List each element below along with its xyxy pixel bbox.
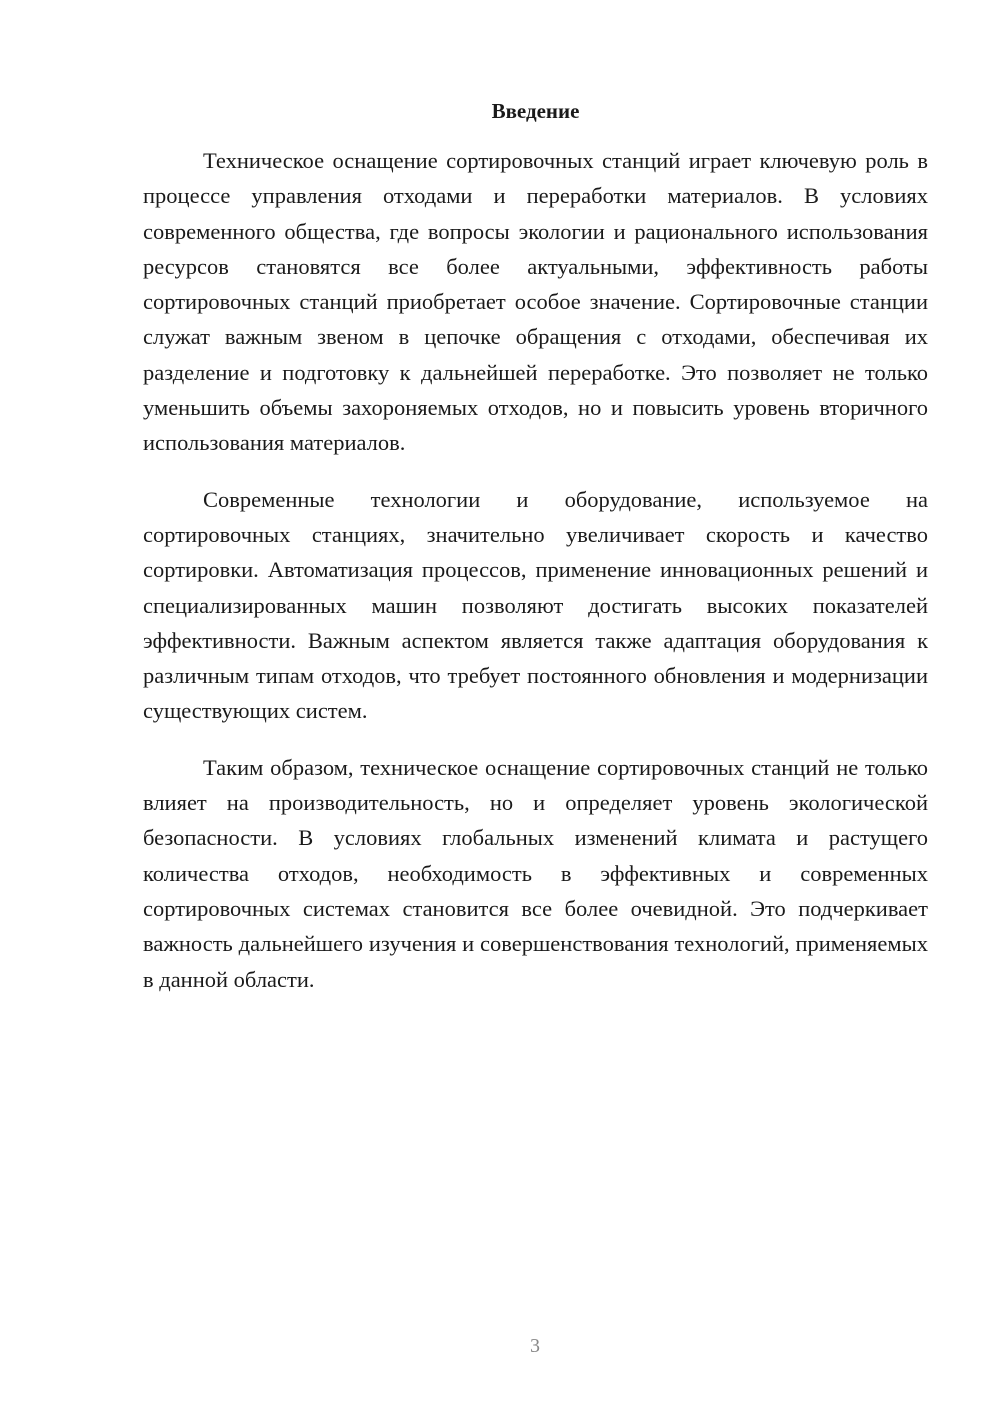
paragraph-3: Таким образом, техническое оснащение сортировочных станций не только влияет на производительность, но и определяет уровень экологической безопасности. В условиях глобальных изменений климата и растущего количества отходов, необходимость в эффективных и современных сортировочных системах становится все более очевидной. Это подчеркивает важность дальнейшего изучения и совершенствования технологий, применяемых в данной области. <box>143 754 928 992</box>
paragraph-2: Современные технологии и оборудование, используемое на сортировочных станциях, значительно увеличивает скорость и качество сортировки. Автоматизация процессов, применение инновационных решений и специализированных машин позволяют достигать высоких показателей эффективности. Важным аспектом является также адаптация оборудования к различным типам отходов, что требует постоянного обновления и модернизации существующих систем. <box>143 486 928 724</box>
paragraph-1: Техническое оснащение сортировочных станций играет ключевую роль в процессе управления отходами и переработки материалов. В условиях современного общества, где вопросы экологии и рационального использования ресурсов становятся все более актуальными, эффективность работы сортировочных станций приобретает особое значение. Сортировочные станции служат важным звеном в цепочке обращения с отходами, обеспечивая их разделение и подготовку к дальнейшей переработке. Это позволяет не только уменьшить объемы захороняемых отходов, но и повысить уровень вторичного использования материалов. <box>143 148 928 456</box>
document-body <box>143 143 928 1018</box>
section-title: Введение <box>491 99 580 123</box>
page-number: 3 <box>530 1335 540 1357</box>
